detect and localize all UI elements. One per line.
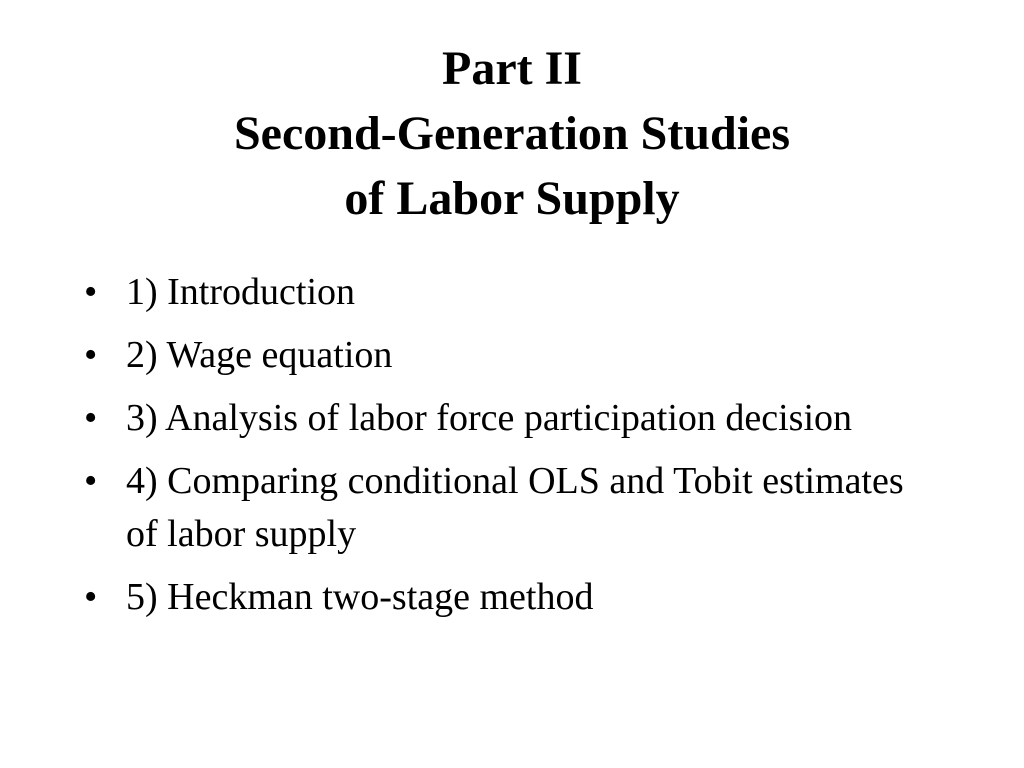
- title-line-2: Second-Generation Studies: [233, 107, 791, 160]
- title-line-3: of Labor Supply: [344, 172, 680, 225]
- bullet-list: [82, 266, 912, 634]
- bullet-text: 4) Comparing conditional OLS and Tobit estimates of labor supply: [126, 460, 904, 555]
- bullet-icon: •: [84, 397, 98, 439]
- bullet-icon: •: [84, 334, 98, 376]
- bullet-icon: •: [84, 460, 98, 502]
- bullet-text: 2) Wage equation: [126, 334, 393, 376]
- title-line-1: Part II: [442, 42, 582, 95]
- slide-title: [0, 36, 1024, 231]
- bullet-item-participation-analysis: [82, 392, 912, 445]
- bullet-icon: •: [84, 271, 98, 313]
- bullet-item-wage-equation: [82, 329, 912, 382]
- bullet-icon: •: [84, 576, 98, 618]
- bullet-item-heckman: [82, 571, 912, 624]
- bullet-text: 1) Introduction: [126, 271, 356, 313]
- bullet-text: 5) Heckman two-stage method: [126, 576, 594, 618]
- bullet-item-ols-tobit: [82, 455, 912, 561]
- bullet-item-introduction: [82, 266, 912, 319]
- bullet-text: 3) Analysis of labor force participation decision: [126, 397, 853, 439]
